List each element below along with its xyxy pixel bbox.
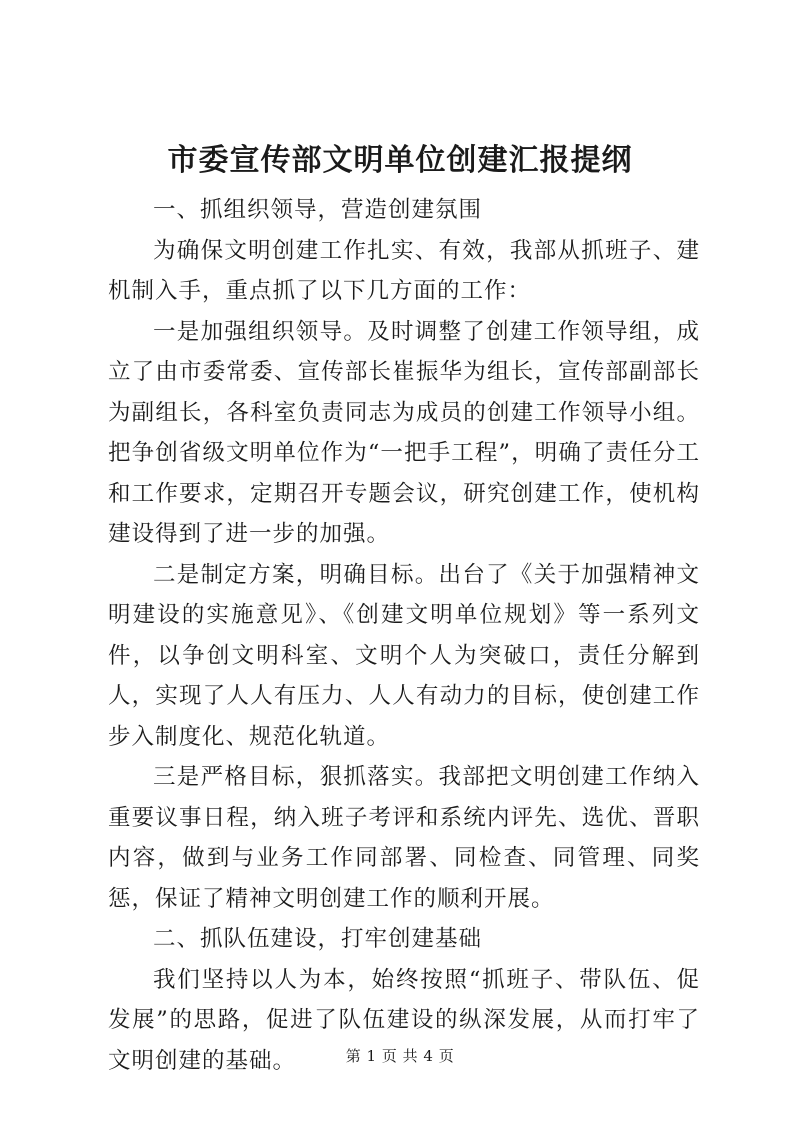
document-body (108, 190, 700, 1081)
section-heading-2: 二、抓队伍建设，打牢创建基础 (153, 926, 483, 952)
body-paragraph: 一是加强组织领导。及时调整了创建工作领导组，成立了由市委常委、宣传部长崔振华为组长，宣传部副部长为副组长，各科室负责同志为成员的创建工作领导小组。把争创省级文明单位作为“一把手工程”，明确了责任分工和工作要求，定期召开专题会议，研究创建工作，使机构建设得到了进一步的加强。 (108, 318, 700, 547)
body-paragraph: 我们坚持以人为本，始终按照“抓班子、带队伍、促发展”的思路，促进了队伍建设的纵深发展，从而打牢了文明创建的基础。 (108, 966, 700, 1074)
body-paragraph: 二是制定方案，明确目标。出台了《关于加强精神文明建设的实施意见》、《创建文明单位规划》等一系列文件，以争创文明科室、文明个人为突破口，责任分解到人，实现了人人有压力、人人有动力的目标，使创建工作步入制度化、规范化轨道。 (108, 561, 700, 750)
document-title: 市委宣传部文明单位创建汇报提纲 (167, 143, 633, 178)
page-indicator: 第 1 页 共 4 页 (345, 1047, 455, 1065)
body-paragraph: 三是严格目标，狠抓落实。我部把文明创建工作纳入重要议事日程，纳入班子考评和系统内评先、选优、晋职内容，做到与业务工作同部署、同检查、同管理、同奖惩，保证了精神文明创建工作的顺利开展。 (108, 764, 700, 912)
body-paragraph: 为确保文明创建工作扎实、有效，我部从抓班子、建机制入手，重点抓了以下几方面的工作： (108, 237, 700, 304)
section-heading-1: 一、抓组织领导，营造创建氛围 (153, 197, 483, 223)
